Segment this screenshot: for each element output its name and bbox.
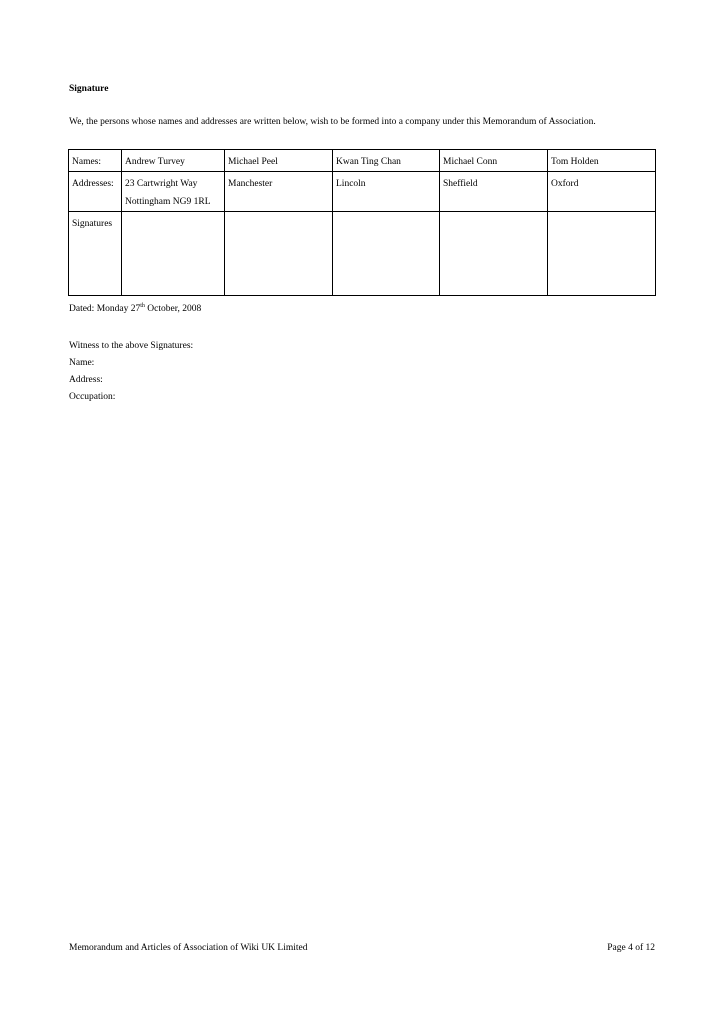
names-label: Names: [69, 150, 122, 172]
signatures-row [69, 212, 656, 296]
page-current: 4 [628, 943, 633, 953]
signature-box [440, 212, 548, 296]
signature-box [333, 212, 440, 296]
page-prefix: Page [607, 943, 629, 953]
subscriber-name: Michael Peel [225, 150, 333, 172]
page-number [607, 943, 655, 953]
address-line: 23 Cartwright Way [125, 179, 198, 189]
dated-prefix: Dated: Monday 27 [69, 304, 141, 314]
page-total: 12 [645, 943, 655, 953]
signatures-label: Signatures [69, 212, 122, 296]
witness-occupation-label: Occupation: [69, 392, 116, 402]
address-line: Lincoln [336, 179, 366, 189]
signature-box [225, 212, 333, 296]
witness-block [69, 338, 193, 406]
address-line: Nottingham NG9 1RL [125, 197, 211, 207]
intro-paragraph: We, the persons whose names and addresses are written below, wish to be formed into a company under this Memorandum of Association. [69, 117, 596, 127]
signature-box [122, 212, 225, 296]
page-heading: Signature [69, 84, 109, 94]
subscriber-name: Tom Holden [548, 150, 656, 172]
dated-suffix: October, 2008 [144, 304, 202, 314]
address-line: Sheffield [443, 179, 478, 189]
subscriber-address [440, 172, 548, 212]
addresses-label: Addresses: [69, 172, 122, 212]
subscriber-address [548, 172, 656, 212]
subscriber-address [225, 172, 333, 212]
names-row [69, 150, 656, 172]
witness-address-label: Address: [69, 375, 103, 385]
subscriber-name: Kwan Ting Chan [333, 150, 440, 172]
footer-title: Memorandum and Articles of Association of Wiki UK Limited [69, 943, 308, 953]
witness-heading: Witness to the above Signatures: [69, 341, 194, 351]
subscribers-table [68, 149, 656, 296]
address-line: Manchester [228, 179, 273, 189]
subscriber-name: Andrew Turvey [122, 150, 225, 172]
witness-name-label: Name: [69, 358, 95, 368]
subscriber-name: Michael Conn [440, 150, 548, 172]
dated-line [69, 304, 201, 314]
dated-ordinal: th [140, 302, 145, 309]
signature-box [548, 212, 656, 296]
address-line: Oxford [551, 179, 579, 189]
addresses-row [69, 172, 656, 212]
page-of: of [632, 943, 646, 953]
subscriber-address [122, 172, 225, 212]
subscriber-address [333, 172, 440, 212]
